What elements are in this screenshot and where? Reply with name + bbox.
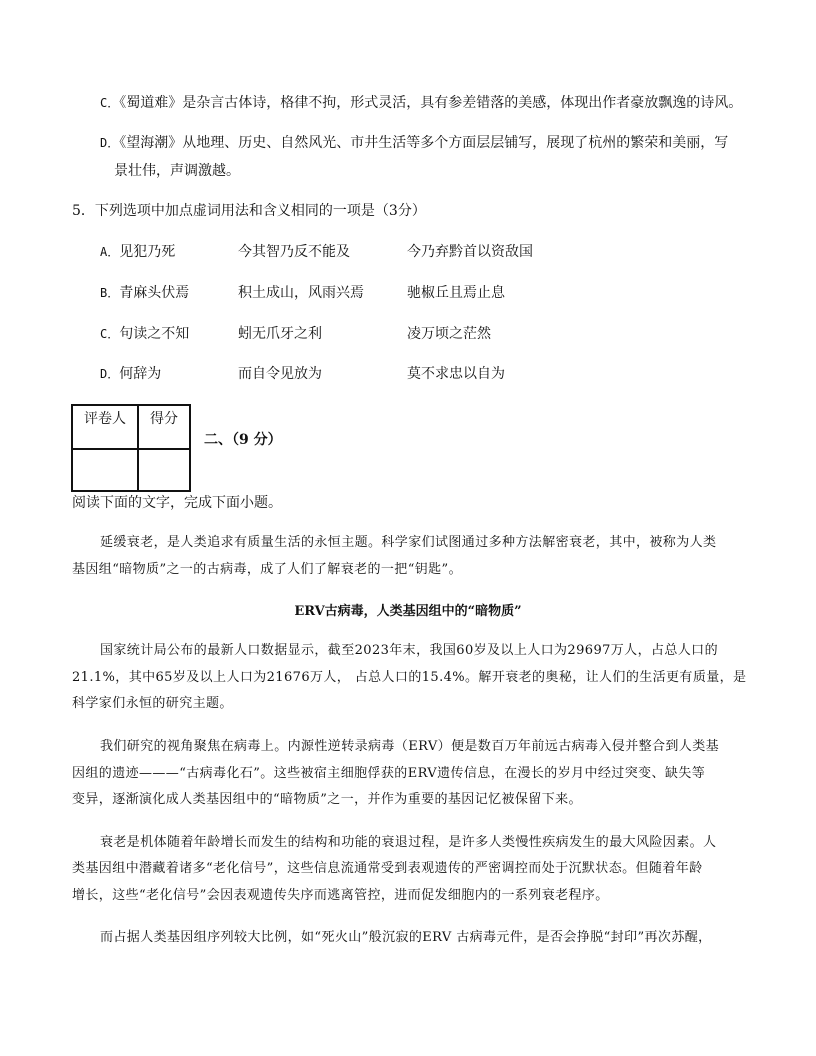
article-intro-line-1: 延缓衰老，是人类追求有质量生活的永恒主题。科学家们试图通过多种方法解密衰老，其中，被称为人类 — [100, 535, 717, 550]
article-paragraph-2-line-3: 变异，逐渐演化成人类基因组中的“暗物质”之一，并作为重要的基因记忆被保留下来。 — [72, 792, 582, 807]
article-paragraph-3-line-1: 衰老是机体随着年龄增长而发生的结构和功能的衰退过程，是许多人类慢性疾病发生的最大风险因素。人 — [100, 835, 717, 850]
option-d-label: D． — [100, 136, 120, 150]
option-d-text-1: 《望海潮》从地理、历史、自然风光、市井生活等多个方面层层铺写，展现了杭州的繁荣和美丽，写 — [119, 135, 729, 151]
article-paragraph-1-line-3: 科学家们永恒的研究主题。 — [72, 696, 233, 711]
q5-option-c-item-1: 句读之不知 — [119, 326, 190, 342]
q5-option-b-label: B． — [100, 286, 120, 300]
q5-option-b-item-3: 驰椒丘且焉止息 — [407, 285, 505, 301]
article-paragraph-2-line-2: 因组的遗迹———“古病毒化石”。这些被宿主细胞俘获的ERV遗传信息，在漫长的岁月中经过突变、缺失等 — [72, 766, 706, 781]
q5-option-a-item-1: 见犯乃死 — [119, 244, 176, 260]
q5-option-d-item-3: 莫不求忠以自为 — [407, 366, 505, 382]
section-2-heading: 二、（9 分） — [204, 432, 282, 448]
option-c-text: 《蜀道难》是杂言古体诗，格律不拘，形式灵活，具有参差错落的美感，体现出作者豪放飘逸的诗风。 — [119, 95, 743, 111]
option-c-label: C． — [100, 96, 120, 110]
question-5-stem: 5．下列选项中加点虚词用法和含义相同的一项是（3分） — [72, 203, 426, 219]
option-d-line — [100, 133, 728, 153]
q5-option-d-label: D． — [100, 367, 120, 381]
q5-option-d-item-1: 何辞为 — [119, 366, 162, 382]
article-paragraph-4-line-1: 而占据人类基因组序列较大比例，如“死火山”般沉寂的ERV 古病毒元件，是否会挣脱“封印”再次苏醒， — [100, 930, 712, 945]
q5-option-d-item-2: 而自令见放为 — [238, 366, 322, 382]
article-paragraph-1-line-2: 21.1%，其中65岁及以上人口为21676万人， 占总人口的15.4%。解开衰老的奥秘，让人们的生活更有质量，是 — [72, 670, 747, 685]
score-box-grader-label: 评卷人 — [84, 411, 126, 427]
q5-option-c-item-3: 凌万顷之茫然 — [407, 326, 491, 342]
article-paragraph-2-line-1: 我们研究的视角聚焦在病毒上。内源性逆转录病毒（ERV）便是数百万年前远古病毒入侵并整合到人类基 — [100, 739, 720, 754]
article-paragraph-1-line-1: 国家统计局公布的最新人口数据显示，截至2023年末，我国60岁及以上人口为29697万人，占总人口的 — [100, 643, 718, 658]
q5-option-b-item-1: 青麻头伏焉 — [119, 285, 190, 301]
score-box-score-label: 得分 — [150, 411, 178, 427]
score-box-grader-field[interactable] — [73, 450, 137, 490]
q5-option-a-item-3: 今乃弃黔首以资敌国 — [407, 244, 533, 260]
article-subtitle: ERV古病毒，人类基因组中的“暗物质” — [294, 604, 522, 619]
article-paragraph-3-line-3: 增长，这些“老化信号”会因表观遗传失序而逃离管控，进而促发细胞内的一系列衰老程序。 — [72, 888, 609, 903]
q5-option-c-item-2: 蚓无爪牙之利 — [238, 326, 322, 342]
article-paragraph-3-line-2: 类基因组中潜藏着诸多“老化信号”，这些信息流通常受到表观遗传的严密调控而处于沉默状态。但随着年龄 — [72, 861, 703, 876]
q5-option-a-item-2: 今其智乃反不能及 — [238, 244, 350, 260]
score-box-score-field[interactable] — [139, 450, 189, 490]
article-intro-line-2: 基因组“暗物质”之一的古病毒，成了人们了解衰老的一把“钥匙”。 — [72, 562, 462, 577]
q5-option-b-item-2: 积土成山，风雨兴焉 — [238, 285, 364, 301]
q5-option-a — [100, 242, 175, 262]
reading-instruction: 阅读下面的文字，完成下面小题。 — [72, 495, 282, 511]
q5-option-a-label: A． — [100, 245, 120, 259]
score-box — [71, 404, 191, 492]
q5-option-b — [100, 283, 189, 303]
option-c-line — [100, 93, 742, 113]
q5-option-d — [100, 364, 161, 384]
q5-option-c-label: C． — [100, 327, 120, 341]
q5-option-c — [100, 324, 189, 344]
option-d-text-2: 景壮伟，声调激越。 — [114, 163, 240, 179]
